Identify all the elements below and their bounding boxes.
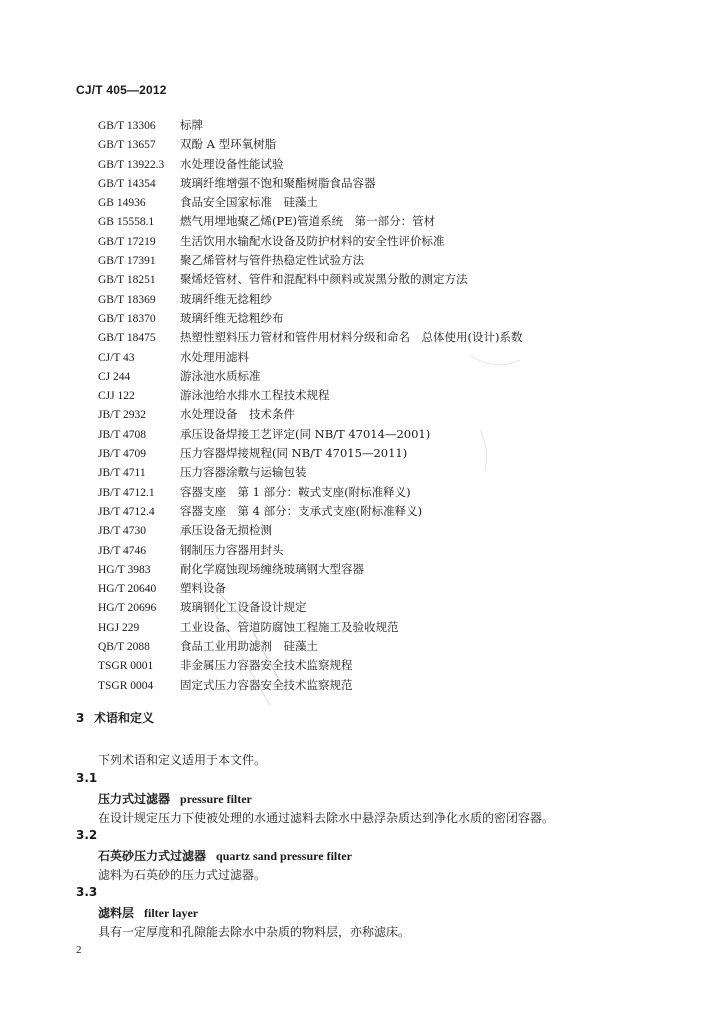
standard-number-header: CJ/T 405—2012 bbox=[76, 83, 167, 97]
reference-title: 水处理设备性能试验 bbox=[180, 156, 284, 171]
reference-code: CJ 244 bbox=[98, 370, 131, 383]
reference-title: 钢制压力容器用封头 bbox=[180, 542, 284, 557]
page-number: 2 bbox=[76, 944, 82, 956]
term-definition: 具有一定厚度和孔隙能去除水中杂质的物料层，亦称滤床。 bbox=[98, 925, 411, 939]
section-title: 术语和定义 bbox=[94, 711, 155, 725]
reference-code: HG/T 3983 bbox=[98, 563, 151, 576]
reference-title: 水处理设备 技术条件 bbox=[180, 407, 295, 422]
term-en: quartz sand pressure filter bbox=[216, 849, 352, 863]
reference-code: JB/T 4709 bbox=[98, 448, 147, 461]
reference-title: 承压设备无损检测 bbox=[180, 523, 272, 538]
reference-code: JB/T 4730 bbox=[98, 525, 147, 538]
reference-item bbox=[98, 560, 618, 579]
reference-item bbox=[98, 598, 618, 617]
reference-item bbox=[98, 386, 618, 405]
reference-title: 水处理用滤料 bbox=[180, 349, 249, 364]
term-definition: 滤料为石英砂的压力式过滤器。 bbox=[98, 868, 267, 882]
section-intro: 下列术语和定义适用于本文件。 bbox=[98, 753, 267, 767]
reference-code: JB/T 4746 bbox=[98, 544, 147, 557]
reference-title: 燃气用埋地聚乙烯(PE)管道系统 第一部分：管材 bbox=[180, 214, 436, 229]
reference-title: 固定式压力容器安全技术监察规范 bbox=[180, 677, 353, 692]
reference-title: 承压设备焊接工艺评定(同 NB/T 47014—2001) bbox=[180, 426, 431, 441]
reference-code: GB/T 13657 bbox=[98, 139, 156, 152]
reference-title: 食品安全国家标准 硅藻土 bbox=[180, 195, 318, 210]
term-entry bbox=[98, 790, 252, 807]
reference-code: HGJ 229 bbox=[98, 621, 140, 634]
reference-item bbox=[98, 116, 618, 135]
reference-item bbox=[98, 676, 618, 695]
reference-item bbox=[98, 135, 618, 154]
term-definition: 在设计规定压力下使被处理的水通过滤料去除水中悬浮杂质达到净化水质的密闭容器。 bbox=[98, 811, 555, 825]
reference-title: 容器支座 第 4 部分：支承式支座(附标准释义) bbox=[180, 503, 423, 518]
reference-code: QB/T 2088 bbox=[98, 641, 150, 654]
term-en: filter layer bbox=[144, 906, 199, 920]
reference-title: 工业设备、管道防腐蚀工程施工及验收规范 bbox=[180, 619, 399, 634]
reference-item bbox=[98, 309, 618, 328]
reference-item bbox=[98, 270, 618, 289]
reference-title: 塑料设备 bbox=[180, 581, 226, 596]
reference-title: 玻璃钢化工设备设计规定 bbox=[180, 600, 307, 615]
reference-title: 聚烯烃管材、管件和混配料中颜料或炭黑分散的测定方法 bbox=[180, 272, 468, 287]
reference-title: 玻璃纤维增强不饱和聚酯树脂食品容器 bbox=[180, 175, 376, 190]
reference-code: GB/T 17219 bbox=[98, 235, 156, 248]
reference-item bbox=[98, 502, 618, 521]
reference-item bbox=[98, 444, 618, 463]
clause-number: 3.2 bbox=[76, 828, 98, 842]
reference-item bbox=[98, 193, 618, 212]
reference-code: TSGR 0004 bbox=[98, 679, 154, 692]
reference-title: 双酚 A 型环氧树脂 bbox=[180, 137, 277, 152]
reference-code: JB/T 4711 bbox=[98, 467, 146, 480]
reference-code: CJ/T 43 bbox=[98, 351, 135, 364]
reference-item bbox=[98, 348, 618, 367]
reference-item bbox=[98, 637, 618, 656]
reference-title: 容器支座 第 1 部分：鞍式支座(附标准释义) bbox=[180, 484, 411, 499]
reference-code: TSGR 0001 bbox=[98, 660, 154, 673]
reference-title: 玻璃纤维无捻粗纱 bbox=[180, 291, 272, 306]
reference-code: JB/T 4708 bbox=[98, 428, 147, 441]
reference-title: 热塑性塑料压力管材和管件用材料分级和命名 总体使用(设计)系数 bbox=[180, 330, 523, 345]
reference-code: JB/T 4712.1 bbox=[98, 486, 155, 499]
reference-item bbox=[98, 483, 618, 502]
reference-title: 食品工业用助滤剂 硅藻土 bbox=[180, 639, 318, 654]
reference-item bbox=[98, 174, 618, 193]
reference-code: GB/T 18251 bbox=[98, 274, 156, 287]
reference-code: GB/T 14354 bbox=[98, 177, 156, 190]
reference-item bbox=[98, 251, 618, 270]
reference-item bbox=[98, 521, 618, 540]
term-zh: 滤料层 bbox=[98, 906, 135, 920]
reference-code: GB/T 18369 bbox=[98, 293, 156, 306]
reference-title: 压力容器涂敷与运输包装 bbox=[180, 465, 307, 480]
term-entry bbox=[98, 847, 352, 864]
reference-code: JB/T 2932 bbox=[98, 409, 147, 422]
term-zh: 石英砂压力式过滤器 bbox=[98, 849, 207, 863]
clause-number: 3.3 bbox=[76, 885, 98, 899]
clause-number: 3.1 bbox=[76, 771, 98, 785]
section-number: 3 bbox=[76, 711, 85, 725]
reference-item bbox=[98, 367, 618, 386]
reference-title: 聚乙烯管材与管件热稳定性试验方法 bbox=[180, 253, 364, 268]
reference-code: GB/T 18475 bbox=[98, 332, 156, 345]
normative-references-list bbox=[98, 116, 618, 695]
reference-item bbox=[98, 405, 618, 424]
reference-item bbox=[98, 541, 618, 560]
reference-code: JB/T 4712.4 bbox=[98, 505, 155, 518]
term-entry bbox=[98, 904, 198, 921]
reference-item bbox=[98, 212, 618, 231]
reference-item bbox=[98, 463, 618, 482]
reference-code: GB/T 13922.3 bbox=[98, 158, 165, 171]
reference-item bbox=[98, 290, 618, 309]
reference-title: 游泳池水质标准 bbox=[180, 368, 261, 383]
reference-code: GB 15558.1 bbox=[98, 216, 155, 229]
reference-title: 游泳池给水排水工程技术规程 bbox=[180, 388, 330, 403]
reference-code: GB/T 18370 bbox=[98, 312, 156, 325]
reference-item bbox=[98, 328, 618, 347]
reference-title: 非金属压力容器安全技术监察规程 bbox=[180, 658, 353, 673]
reference-item bbox=[98, 656, 618, 675]
term-zh: 压力式过滤器 bbox=[98, 792, 171, 806]
term-en: pressure filter bbox=[180, 792, 252, 806]
reference-title: 玻璃纤维无捻粗纱布 bbox=[180, 310, 284, 325]
reference-item bbox=[98, 232, 618, 251]
reference-title: 生活饮用水输配水设备及防护材料的安全性评价标准 bbox=[180, 233, 445, 248]
reference-code: CJJ 122 bbox=[98, 390, 135, 403]
reference-title: 耐化学腐蚀现场缠绕玻璃钢大型容器 bbox=[180, 561, 364, 576]
reference-title: 压力容器焊接规程(同 NB/T 47015—2011) bbox=[180, 446, 408, 461]
reference-item bbox=[98, 155, 618, 174]
reference-item bbox=[98, 618, 618, 637]
reference-title: 标牌 bbox=[180, 118, 203, 132]
reference-item bbox=[98, 579, 618, 598]
reference-code: GB/T 17391 bbox=[98, 255, 156, 268]
section-heading bbox=[76, 709, 154, 726]
reference-code: HG/T 20696 bbox=[98, 602, 157, 615]
reference-item bbox=[98, 425, 618, 444]
reference-code: HG/T 20640 bbox=[98, 583, 157, 596]
reference-code: GB/T 13306 bbox=[98, 120, 156, 132]
reference-code: GB 14936 bbox=[98, 197, 146, 210]
